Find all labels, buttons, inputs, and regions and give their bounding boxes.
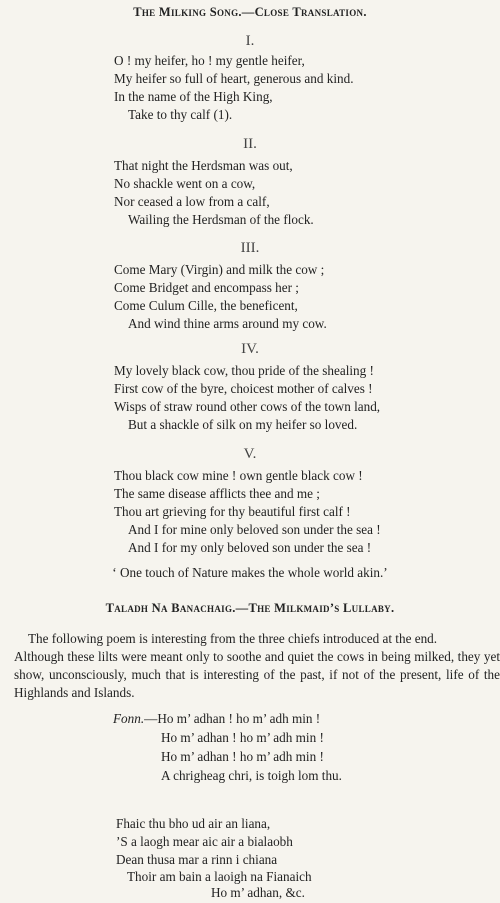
section-numeral: III. <box>240 240 260 256</box>
verse-line: Come Bridget and encompass her ; <box>114 280 299 295</box>
verse-line: And I for my only beloved son under the sea ! <box>128 540 372 555</box>
verse-line: Take to thy calf (1). <box>128 107 233 122</box>
verse-line: First cow of the byre, choicest mother of calves ! <box>114 381 373 396</box>
section-numeral: II. <box>243 136 257 152</box>
verse-line: And I for mine only beloved son under the sea ! <box>128 522 381 537</box>
gaelic-line: Thoir am bain a laoigh na Fianaich <box>127 869 312 884</box>
chorus-line <box>113 711 320 727</box>
verse-line: But a shackle of silk on my heifer so loved. <box>128 417 358 432</box>
chorus-line: A chrigheag chri, is toigh lom thu. <box>161 768 342 783</box>
verse-line: That night the Herdsman was out, <box>114 158 293 173</box>
verse-line: Thou black cow mine ! own gentle black cow ! <box>114 468 363 483</box>
section-numeral: I. <box>245 33 255 49</box>
chorus-line: Ho m’ adhan ! ho m’ adh min ! <box>161 749 324 764</box>
chorus-text: —Ho m’ adhan ! ho m’ adh min ! <box>144 711 321 726</box>
verse-line: No shackle went on a cow, <box>114 176 256 191</box>
chorus-label: Fonn. <box>113 711 145 726</box>
page-title: The Milking Song.—Close Translation. <box>133 5 367 19</box>
section-title: Taladh Na Banachaig.—The Milkmaid’s Lullaby. <box>105 601 395 615</box>
verse-line: Wisps of straw round other cows of the town land, <box>114 399 381 414</box>
verse-line: Nor ceased a low from a calf, <box>114 194 270 209</box>
gaelic-line: Dean thusa mar a rinn i chiana <box>116 852 278 867</box>
chorus-line: Ho m’ adhan ! ho m’ adh min ! <box>161 730 324 745</box>
verse-line: And wind thine arms around my cow. <box>128 316 327 331</box>
verse-line: Thou art grieving for thy beautiful first calf ! <box>114 504 351 519</box>
gaelic-line: Fhaic thu bho ud air an liana, <box>116 816 271 831</box>
paragraph-body: Although these lilts were meant only to soothe and quiet the cows in being milked, they yet show, unconsciously, much that is interesting of the past, if not of the present, life of the Highlands and Islands. <box>14 649 500 700</box>
intro-paragraph <box>14 630 500 702</box>
verse-line: The same disease afflicts thee and me ; <box>114 486 320 501</box>
section-numeral: IV. <box>241 341 259 357</box>
verse-line: Come Mary (Virgin) and milk the cow ; <box>114 262 325 277</box>
paragraph-first-line: The following poem is interesting from the three chiefs introduced at the end. <box>28 631 438 646</box>
closing-quote: ‘ One touch of Nature makes the whole world akin.’ <box>112 565 388 580</box>
gaelic-line: ’S a laogh mear aic air a bialaobh <box>116 834 293 849</box>
section-numeral: V. <box>243 446 257 462</box>
verse-line: In the name of the High King, <box>114 89 273 104</box>
gaelic-line: Ho m’ adhan, &c. <box>211 885 305 900</box>
verse-line: Wailing the Herdsman of the flock. <box>128 212 314 227</box>
verse-line: O ! my heifer, ho ! my gentle heifer, <box>114 53 305 68</box>
verse-line: Come Culum Cille, the beneficent, <box>114 298 298 313</box>
verse-line: My heifer so full of heart, generous and kind. <box>114 71 354 86</box>
verse-line: My lovely black cow, thou pride of the shealing ! <box>114 363 374 378</box>
